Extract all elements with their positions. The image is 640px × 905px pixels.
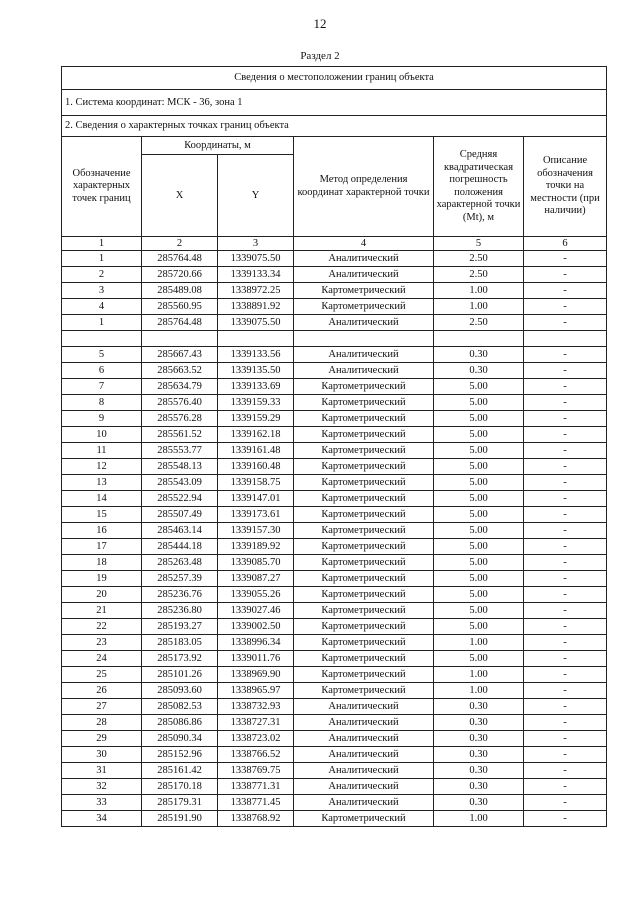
cell-method: Аналитический: [294, 779, 434, 795]
table-row: [62, 555, 607, 571]
cell-method: Картометрический: [294, 603, 434, 619]
cell-description: -: [524, 491, 607, 507]
cell-y: 1339027.46: [218, 603, 294, 619]
cell-y: 1339011.76: [218, 651, 294, 667]
table-row: [62, 571, 607, 587]
cell-description: -: [524, 555, 607, 571]
cell-x: 285634.79: [142, 379, 218, 395]
cell-point: 24: [62, 651, 142, 667]
cell-point: 14: [62, 491, 142, 507]
cell-description: -: [524, 651, 607, 667]
table-row: [62, 635, 607, 651]
cell-y: 1339133.56: [218, 347, 294, 363]
cell-x: 285193.27: [142, 619, 218, 635]
cell-x: 285444.18: [142, 539, 218, 555]
cell-y: 1339002.50: [218, 619, 294, 635]
table-row: [62, 459, 607, 475]
cell-point: 4: [62, 299, 142, 315]
cell-y: 1338972.25: [218, 283, 294, 299]
cell-x: 285663.52: [142, 363, 218, 379]
cell-description: -: [524, 571, 607, 587]
cell-x: 285191.90: [142, 811, 218, 827]
cell-description: -: [524, 667, 607, 683]
cell-accuracy: 0.30: [434, 347, 524, 363]
cell-x: 285183.05: [142, 635, 218, 651]
table-row: [62, 491, 607, 507]
cell-x: 285548.13: [142, 459, 218, 475]
cell-method: Картометрический: [294, 299, 434, 315]
cell-description: -: [524, 715, 607, 731]
cell-description: -: [524, 747, 607, 763]
cell-method: Картометрический: [294, 539, 434, 555]
column-number: 2: [142, 237, 218, 251]
empty-cell: [142, 331, 218, 347]
cell-method: Аналитический: [294, 267, 434, 283]
table-row: [62, 603, 607, 619]
cell-description: -: [524, 427, 607, 443]
table-row: [62, 523, 607, 539]
cell-description: -: [524, 267, 607, 283]
cell-point: 18: [62, 555, 142, 571]
table-row: [62, 587, 607, 603]
cell-point: 20: [62, 587, 142, 603]
cell-x: 285764.48: [142, 251, 218, 267]
cell-accuracy: 5.00: [434, 491, 524, 507]
cell-y: 1339147.01: [218, 491, 294, 507]
cell-accuracy: 0.30: [434, 779, 524, 795]
boundary-points-table: [61, 66, 607, 827]
cell-method: Картометрический: [294, 683, 434, 699]
cell-x: 285553.77: [142, 443, 218, 459]
cell-description: -: [524, 763, 607, 779]
cell-point: 22: [62, 619, 142, 635]
cell-accuracy: 5.00: [434, 523, 524, 539]
cell-method: Аналитический: [294, 347, 434, 363]
table-row: [62, 731, 607, 747]
cell-description: -: [524, 379, 607, 395]
cell-y: 1339162.18: [218, 427, 294, 443]
cell-method: Аналитический: [294, 715, 434, 731]
cell-accuracy: 5.00: [434, 555, 524, 571]
cell-method: Картометрический: [294, 379, 434, 395]
header-designation: Обозначение характерных точек границ: [62, 137, 142, 237]
cell-point: 31: [62, 763, 142, 779]
column-number: 4: [294, 237, 434, 251]
cell-method: Картометрический: [294, 443, 434, 459]
cell-y: 1339085.70: [218, 555, 294, 571]
table-row: [62, 667, 607, 683]
cell-x: 285257.39: [142, 571, 218, 587]
cell-x: 285086.86: [142, 715, 218, 731]
cell-description: -: [524, 619, 607, 635]
empty-cell: [62, 331, 142, 347]
cell-point: 11: [62, 443, 142, 459]
cell-point: 10: [62, 427, 142, 443]
header-x: X: [142, 155, 218, 237]
cell-y: 1338965.97: [218, 683, 294, 699]
table-row: [62, 795, 607, 811]
cell-y: 1338727.31: [218, 715, 294, 731]
cell-method: Картометрический: [294, 619, 434, 635]
cell-point: 15: [62, 507, 142, 523]
cell-accuracy: 1.00: [434, 683, 524, 699]
cell-method: Картометрический: [294, 635, 434, 651]
table-row: [62, 715, 607, 731]
cell-method: Аналитический: [294, 747, 434, 763]
cell-accuracy: 5.00: [434, 603, 524, 619]
cell-y: 1339159.33: [218, 395, 294, 411]
cell-description: -: [524, 507, 607, 523]
cell-point: 13: [62, 475, 142, 491]
cell-method: Картометрический: [294, 555, 434, 571]
cell-description: -: [524, 475, 607, 491]
cell-method: Аналитический: [294, 699, 434, 715]
cell-x: 285667.43: [142, 347, 218, 363]
cell-point: 2: [62, 267, 142, 283]
cell-x: 285561.52: [142, 427, 218, 443]
cell-y: 1338723.02: [218, 731, 294, 747]
cell-description: -: [524, 283, 607, 299]
cell-y: 1339159.29: [218, 411, 294, 427]
cell-y: 1339161.48: [218, 443, 294, 459]
cell-point: 5: [62, 347, 142, 363]
page-number: 12: [313, 16, 327, 31]
cell-x: 285173.92: [142, 651, 218, 667]
cell-method: Картометрический: [294, 587, 434, 603]
cell-y: 1339160.48: [218, 459, 294, 475]
cell-method: Аналитический: [294, 251, 434, 267]
cell-accuracy: 5.00: [434, 443, 524, 459]
cell-x: 285101.26: [142, 667, 218, 683]
cell-y: 1338891.92: [218, 299, 294, 315]
cell-y: 1338768.92: [218, 811, 294, 827]
table-row: [62, 283, 607, 299]
header-y: Y: [218, 155, 294, 237]
cell-x: 285179.31: [142, 795, 218, 811]
cell-accuracy: 1.00: [434, 299, 524, 315]
cell-point: 32: [62, 779, 142, 795]
cell-point: 23: [62, 635, 142, 651]
header-coordinates: Координаты, м: [142, 137, 294, 155]
cell-method: Картометрический: [294, 523, 434, 539]
table-row: [62, 747, 607, 763]
cell-accuracy: 0.30: [434, 363, 524, 379]
cell-description: -: [524, 459, 607, 475]
cell-y: 1339158.75: [218, 475, 294, 491]
cell-x: 285489.08: [142, 283, 218, 299]
table-row: [62, 475, 607, 491]
cell-description: -: [524, 795, 607, 811]
cell-accuracy: 5.00: [434, 539, 524, 555]
cell-method: Картометрический: [294, 459, 434, 475]
cell-point: 17: [62, 539, 142, 555]
cell-accuracy: 5.00: [434, 571, 524, 587]
cell-accuracy: 1.00: [434, 283, 524, 299]
cell-x: 285720.66: [142, 267, 218, 283]
table-banner: Сведения о местоположении границ объекта: [62, 67, 607, 90]
cell-accuracy: 0.30: [434, 795, 524, 811]
cell-description: -: [524, 683, 607, 699]
table-row: [62, 443, 607, 459]
table-row: [62, 651, 607, 667]
cell-accuracy: 5.00: [434, 427, 524, 443]
cell-x: 285263.48: [142, 555, 218, 571]
cell-description: -: [524, 523, 607, 539]
cell-accuracy: 5.00: [434, 651, 524, 667]
header-method: Метод определения координат характерной точки: [294, 137, 434, 237]
column-number: 6: [524, 237, 607, 251]
cell-method: Картометрический: [294, 667, 434, 683]
cell-x: 285576.28: [142, 411, 218, 427]
empty-cell: [294, 331, 434, 347]
cell-description: -: [524, 731, 607, 747]
cell-description: -: [524, 251, 607, 267]
cell-x: 285543.09: [142, 475, 218, 491]
table-row: [62, 299, 607, 315]
table-row: [62, 683, 607, 699]
cell-point: 12: [62, 459, 142, 475]
table-row: [62, 763, 607, 779]
empty-cell: [434, 331, 524, 347]
table-row: [62, 539, 607, 555]
table-row: [62, 395, 607, 411]
cell-x: 285236.80: [142, 603, 218, 619]
cell-method: Картометрический: [294, 475, 434, 491]
cell-accuracy: 0.30: [434, 715, 524, 731]
cell-x: 285507.49: [142, 507, 218, 523]
cell-y: 1339075.50: [218, 251, 294, 267]
cell-accuracy: 0.30: [434, 763, 524, 779]
cell-accuracy: 5.00: [434, 395, 524, 411]
cell-description: -: [524, 443, 607, 459]
cell-accuracy: 0.30: [434, 731, 524, 747]
cell-point: 27: [62, 699, 142, 715]
cell-point: 33: [62, 795, 142, 811]
cell-y: 1339157.30: [218, 523, 294, 539]
cell-description: -: [524, 779, 607, 795]
cell-y: 1339135.50: [218, 363, 294, 379]
cell-y: 1339173.61: [218, 507, 294, 523]
header-description: Описание обозначения точки на местности (при наличии): [524, 137, 607, 237]
header-accuracy: Средняя квадратическая погрешность положения характерной точки (Mt), м: [434, 137, 524, 237]
cell-accuracy: 5.00: [434, 619, 524, 635]
separator-row: [62, 331, 607, 347]
cell-method: Аналитический: [294, 363, 434, 379]
table-row: [62, 811, 607, 827]
cell-description: -: [524, 299, 607, 315]
cell-method: Картометрический: [294, 395, 434, 411]
cell-description: -: [524, 587, 607, 603]
cell-y: 1338769.75: [218, 763, 294, 779]
cell-y: 1339189.92: [218, 539, 294, 555]
cell-description: -: [524, 347, 607, 363]
cell-description: -: [524, 811, 607, 827]
cell-method: Картометрический: [294, 491, 434, 507]
table-row: [62, 251, 607, 267]
table-row: [62, 427, 607, 443]
cell-y: 1338766.52: [218, 747, 294, 763]
cell-x: 285522.94: [142, 491, 218, 507]
cell-accuracy: 2.50: [434, 315, 524, 331]
cell-point: 1: [62, 251, 142, 267]
cell-y: 1338969.90: [218, 667, 294, 683]
cell-accuracy: 1.00: [434, 811, 524, 827]
cell-x: 285090.34: [142, 731, 218, 747]
cell-y: 1339075.50: [218, 315, 294, 331]
cell-x: 285152.96: [142, 747, 218, 763]
table-row: [62, 267, 607, 283]
empty-cell: [524, 331, 607, 347]
column-number: 5: [434, 237, 524, 251]
cell-x: 285082.53: [142, 699, 218, 715]
cell-description: -: [524, 395, 607, 411]
coordinate-system: 1. Система координат: МСК - 36, зона 1: [62, 90, 607, 116]
cell-point: 16: [62, 523, 142, 539]
table-row: [62, 779, 607, 795]
column-number: 3: [218, 237, 294, 251]
cell-method: Аналитический: [294, 731, 434, 747]
cell-y: 1339087.27: [218, 571, 294, 587]
cell-y: 1338771.31: [218, 779, 294, 795]
cell-accuracy: 5.00: [434, 475, 524, 491]
cell-method: Картометрический: [294, 651, 434, 667]
cell-point: 19: [62, 571, 142, 587]
cell-point: 6: [62, 363, 142, 379]
table-row: [62, 363, 607, 379]
cell-method: Картометрический: [294, 427, 434, 443]
table-row: [62, 619, 607, 635]
cell-x: 285764.48: [142, 315, 218, 331]
table-row: [62, 411, 607, 427]
cell-point: 3: [62, 283, 142, 299]
cell-description: -: [524, 699, 607, 715]
points-heading: 2. Сведения о характерных точках границ объекта: [62, 116, 607, 137]
cell-y: 1338771.45: [218, 795, 294, 811]
cell-x: 285093.60: [142, 683, 218, 699]
cell-method: Картометрический: [294, 507, 434, 523]
cell-description: -: [524, 635, 607, 651]
table-row: [62, 507, 607, 523]
cell-point: 8: [62, 395, 142, 411]
table-row: [62, 347, 607, 363]
cell-point: 1: [62, 315, 142, 331]
table-row: [62, 315, 607, 331]
empty-cell: [218, 331, 294, 347]
cell-accuracy: 5.00: [434, 459, 524, 475]
cell-method: Картометрический: [294, 411, 434, 427]
cell-x: 285576.40: [142, 395, 218, 411]
cell-x: 285161.42: [142, 763, 218, 779]
cell-y: 1338732.93: [218, 699, 294, 715]
cell-point: 7: [62, 379, 142, 395]
cell-point: 9: [62, 411, 142, 427]
cell-x: 285170.18: [142, 779, 218, 795]
cell-method: Картометрический: [294, 283, 434, 299]
table-row: [62, 699, 607, 715]
section-title: Раздел 2: [300, 50, 340, 62]
cell-y: 1339055.26: [218, 587, 294, 603]
cell-y: 1339133.69: [218, 379, 294, 395]
cell-point: 30: [62, 747, 142, 763]
cell-accuracy: 2.50: [434, 251, 524, 267]
cell-description: -: [524, 315, 607, 331]
cell-x: 285236.76: [142, 587, 218, 603]
cell-accuracy: 0.30: [434, 699, 524, 715]
cell-y: 1339133.34: [218, 267, 294, 283]
cell-description: -: [524, 539, 607, 555]
cell-point: 34: [62, 811, 142, 827]
cell-description: -: [524, 603, 607, 619]
cell-method: Картометрический: [294, 811, 434, 827]
cell-accuracy: 1.00: [434, 635, 524, 651]
cell-accuracy: 5.00: [434, 587, 524, 603]
cell-x: 285463.14: [142, 523, 218, 539]
cell-description: -: [524, 411, 607, 427]
cell-accuracy: 0.30: [434, 747, 524, 763]
cell-method: Картометрический: [294, 571, 434, 587]
cell-accuracy: 2.50: [434, 267, 524, 283]
cell-method: Аналитический: [294, 315, 434, 331]
cell-description: -: [524, 363, 607, 379]
cell-accuracy: 5.00: [434, 379, 524, 395]
cell-point: 28: [62, 715, 142, 731]
cell-accuracy: 5.00: [434, 411, 524, 427]
column-numbers-row: [62, 237, 607, 251]
cell-method: Аналитический: [294, 763, 434, 779]
cell-y: 1338996.34: [218, 635, 294, 651]
table-row: [62, 379, 607, 395]
cell-point: 25: [62, 667, 142, 683]
column-number: 1: [62, 237, 142, 251]
cell-method: Аналитический: [294, 795, 434, 811]
cell-point: 29: [62, 731, 142, 747]
cell-point: 21: [62, 603, 142, 619]
cell-point: 26: [62, 683, 142, 699]
cell-accuracy: 1.00: [434, 667, 524, 683]
cell-x: 285560.95: [142, 299, 218, 315]
cell-accuracy: 5.00: [434, 507, 524, 523]
